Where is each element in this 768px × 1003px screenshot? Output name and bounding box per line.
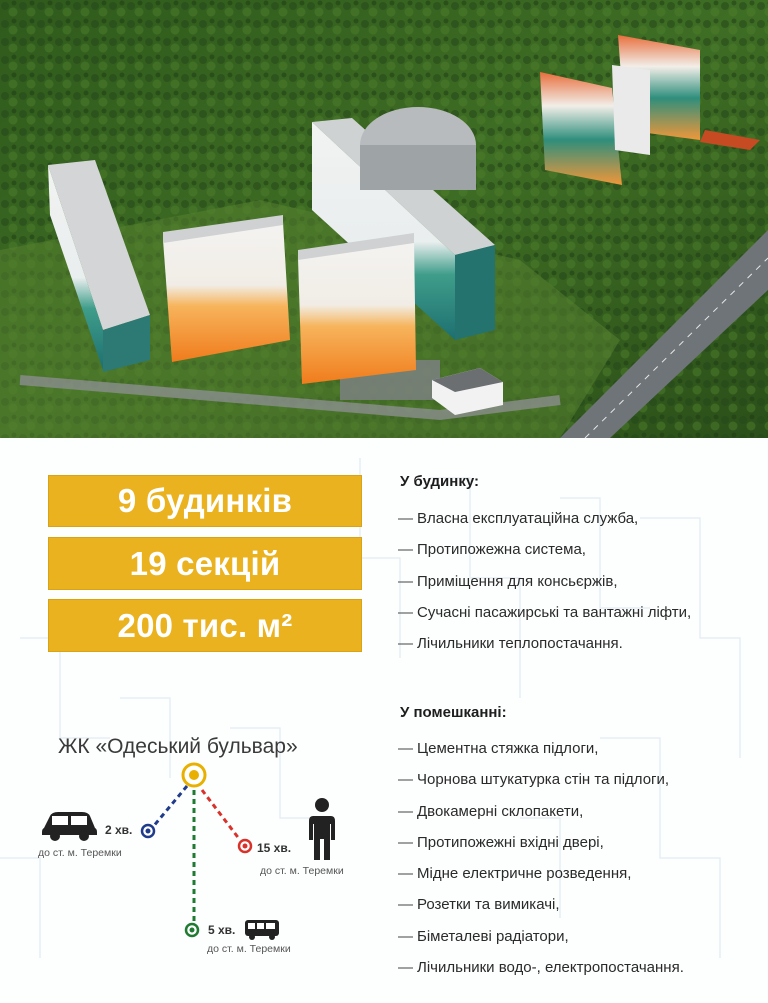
- list-item-text: Розетки та вимикачі,: [417, 896, 560, 914]
- stat-banner-area: [48, 599, 362, 652]
- origin-marker-icon: [183, 764, 205, 786]
- house-features-list: [398, 503, 691, 659]
- car-icon: [42, 812, 97, 841]
- aerial-view-image: [0, 0, 768, 438]
- apartment-features-list: [398, 733, 684, 983]
- list-item-text: Двокамерні склопакети,: [417, 802, 584, 820]
- list-item-text: Лічильники водо-, електропостачання.: [417, 959, 684, 977]
- bus-destination: до ст. м. Теремки: [207, 943, 291, 955]
- stat-banner-buildings: [48, 475, 362, 527]
- stat-text: 200 тис. м²: [117, 606, 293, 644]
- list-item: — Мідне електричне розведення,: [398, 865, 632, 883]
- complex-title: ЖК «Одеський бульвар»: [58, 735, 298, 758]
- walk-destination: до ст. м. Теремки: [260, 865, 344, 877]
- list-item: — Чорнова штукатурка стін та підлоги,: [398, 771, 670, 789]
- list-item: — Сучасні пасажирські та вантажні ліфти,: [398, 603, 692, 621]
- list-item-text: Чорнова штукатурка стін та підлоги,: [417, 771, 670, 789]
- list-item: — Протипожежна система,: [398, 541, 586, 559]
- list-item: — Власна експлуатаційна служба,: [398, 510, 639, 527]
- list-item: — Біметалеві радіатори,: [398, 927, 569, 945]
- stat-text: 9 будинків: [117, 482, 293, 519]
- list-item: — Цементна стяжка підлоги,: [398, 740, 599, 757]
- list-item: — Лічильники водо-, електропостачання.: [398, 959, 684, 977]
- bus-minutes: 5 хв.: [208, 923, 236, 937]
- list-item-text: Протипожежні вхідні двері,: [417, 833, 604, 851]
- list-item: — Розетки та вимикачі,: [398, 896, 560, 914]
- list-item: — Лічильники теплопостачання.: [398, 635, 623, 653]
- stat-text: 19 секцій: [129, 544, 281, 582]
- car-destination-marker-icon: [142, 825, 154, 837]
- walk-destination-marker-icon: [239, 840, 251, 852]
- list-item-text: Лічильники теплопостачання.: [417, 635, 623, 653]
- car-destination: до ст. м. Теремки: [38, 847, 122, 859]
- list-item-text: Біметалеві радіатори,: [417, 927, 569, 945]
- list-item-text: Цементна стяжка підлоги,: [417, 740, 599, 757]
- route-diagram: [0, 760, 380, 960]
- list-item-text: Протипожежна система,: [417, 541, 586, 559]
- pedestrian-icon: [309, 798, 335, 860]
- car-minutes: 2 хв.: [105, 823, 133, 837]
- list-item-text: Сучасні пасажирські та вантажні ліфти,: [417, 603, 692, 621]
- route-line-car: [152, 786, 187, 828]
- list-item-text: Приміщення для консьєржів,: [417, 572, 618, 590]
- bus-destination-marker-icon: [186, 924, 198, 936]
- list-item: — Приміщення для консьєржів,: [398, 572, 618, 590]
- list-item: — Двокамерні склопакети,: [398, 802, 584, 820]
- stat-banner-sections: [48, 537, 362, 590]
- house-features-heading: У будинку:: [400, 473, 479, 490]
- walk-minutes: 15 хв.: [257, 841, 292, 855]
- route-line-walk: [202, 790, 240, 840]
- list-item: — Протипожежні вхідні двері,: [398, 833, 604, 851]
- bus-icon: [245, 920, 279, 940]
- apartment-features-heading: У помешканні:: [400, 704, 507, 721]
- list-item-text: Мідне електричне розведення,: [417, 865, 632, 883]
- list-item-text: Власна експлуатаційна служба,: [417, 510, 639, 527]
